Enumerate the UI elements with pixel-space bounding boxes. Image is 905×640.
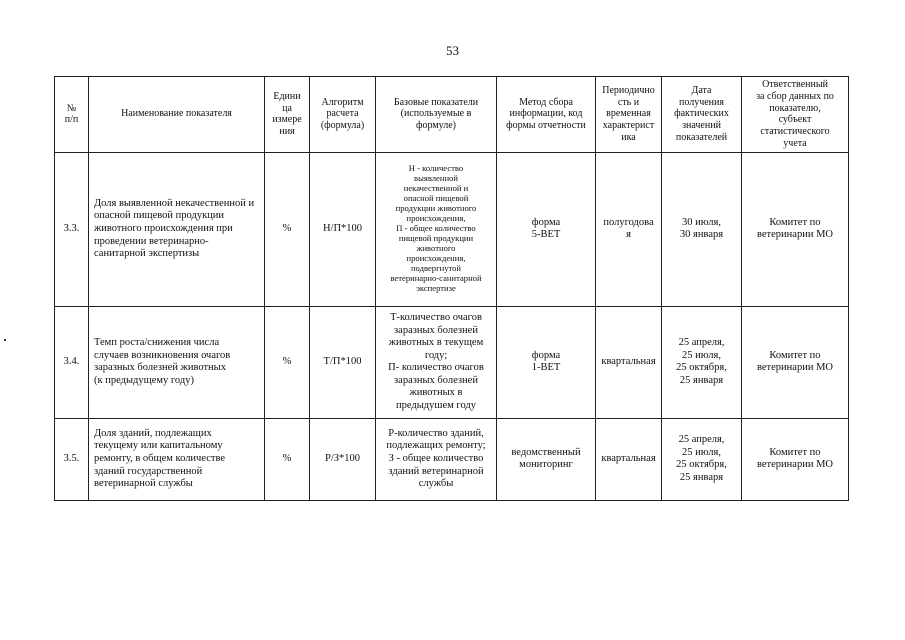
cell-responsible: Комитет по ветеринарии МО — [742, 418, 849, 500]
cell-method: форма 5-ВЕТ — [497, 152, 596, 306]
cell-method: ведомственный мониторинг — [497, 418, 596, 500]
cell-algorithm: Р/З*100 — [310, 418, 376, 500]
cell-algorithm: Т/П*100 — [310, 306, 376, 418]
cell-algorithm: Н/П*100 — [310, 152, 376, 306]
header-base: Базовые показатели (используемые в формуле) — [376, 77, 497, 153]
cell-base: Т-количество очагов заразных болезней животных в текущем году; П- количество очагов заразных болезней животных в предыдушем году — [376, 306, 497, 418]
cell-name: Доля зданий, подлежащих текущему или капитальному ремонту, в общем количестве зданий государственной ветеринарной службы — [89, 418, 265, 500]
header-responsible: Ответственный за сбор данных по показателю, субъект статистического учета — [742, 77, 849, 153]
cell-date: 25 апреля, 25 июля, 25 октября, 25 января — [662, 306, 742, 418]
cell-unit: % — [265, 418, 310, 500]
table-row — [55, 418, 849, 500]
cell-num: 3.3. — [55, 152, 89, 306]
cell-name: Темп роста/снижения числа случаев возникновения очагов заразных болезней животных (к предыдущему году) — [89, 306, 265, 418]
cell-unit: % — [265, 306, 310, 418]
header-unit: Едини ца измере ния — [265, 77, 310, 153]
cell-num: 3.5. — [55, 418, 89, 500]
header-method: Метод сбора информации, код формы отчетности — [497, 77, 596, 153]
header-period: Периодично сть и временная характерист ика — [596, 77, 662, 153]
cell-period: полугодова я — [596, 152, 662, 306]
indicators-table — [54, 76, 849, 501]
page-number: 53 — [446, 43, 459, 58]
cell-responsible: Комитет по ветеринарии МО — [742, 306, 849, 418]
table-row — [55, 152, 849, 306]
header-name: Наименование показателя — [89, 77, 265, 153]
header-algorithm: Алгоритм расчета (формула) — [310, 77, 376, 153]
cell-base: Н - количество выявленной некачественной и опасной пищевой продукции животного происхождения, П - общее количество пищевой продукции животного происхождения, подвергнутой ветеринарно-санитарной экспертизе — [376, 152, 497, 306]
cell-date: 25 апреля, 25 июля, 25 октября, 25 января — [662, 418, 742, 500]
table-header-row — [55, 77, 849, 153]
cell-period: квартальная — [596, 418, 662, 500]
header-num: № п/п — [55, 77, 89, 153]
cell-name: Доля выявленной некачественной и опасной пищевой продукции животного происхождения при проведении ветеринарно- санитарной экспертизы — [89, 152, 265, 306]
cell-base: Р-количество зданий, подлежащих ремонту; З - общее количество зданий ветеринарной службы — [376, 418, 497, 500]
table-row — [55, 306, 849, 418]
cell-period: квартальная — [596, 306, 662, 418]
cell-unit: % — [265, 152, 310, 306]
scan-artifact — [4, 339, 6, 341]
cell-method: форма 1-ВЕТ — [497, 306, 596, 418]
header-date: Дата получения фактических значений показателей — [662, 77, 742, 153]
cell-date: 30 июля, 30 января — [662, 152, 742, 306]
cell-responsible: Комитет по ветеринарии МО — [742, 152, 849, 306]
cell-num: 3.4. — [55, 306, 89, 418]
